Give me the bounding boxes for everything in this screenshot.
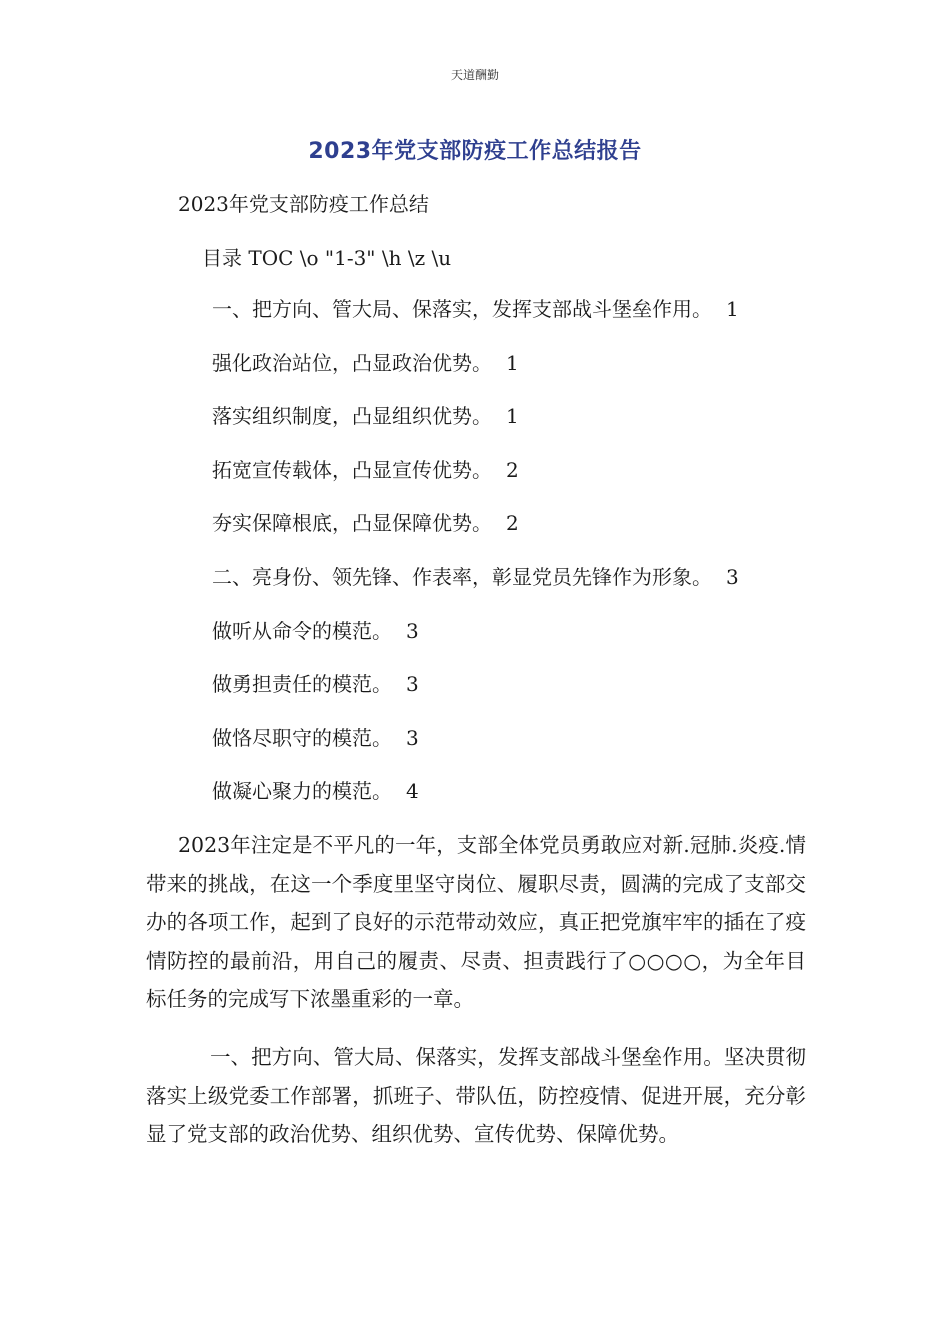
toc-entry-label: 做听从命令的模范。 xyxy=(212,618,392,643)
toc-entry-label: 落实组织制度，凸显组织优势。 xyxy=(212,404,492,429)
toc-entry-page: 3 xyxy=(406,725,419,750)
toc-entry-page: 1 xyxy=(506,350,519,375)
toc-entry[interactable] xyxy=(212,564,739,618)
toc-entry-page: 2 xyxy=(506,511,519,536)
document-title: 2023年党支部防疫工作总结报告 xyxy=(308,139,642,164)
toc-entry[interactable] xyxy=(212,403,739,457)
toc-entry-page: 3 xyxy=(726,564,739,589)
toc-entry[interactable] xyxy=(212,671,739,725)
toc-entry-page: 4 xyxy=(406,779,419,804)
toc-entry-page: 3 xyxy=(406,672,419,697)
toc-entry-label: 做恪尽职守的模范。 xyxy=(212,725,392,750)
toc-entry[interactable] xyxy=(212,457,739,511)
toc-entry[interactable] xyxy=(212,725,739,779)
toc-entry-page: 3 xyxy=(406,618,419,643)
table-of-contents xyxy=(212,296,739,832)
page-header: 天道酬勤 xyxy=(450,68,499,82)
toc-entry-page: 1 xyxy=(726,297,739,321)
toc-entry-label: 做勇担责任的模范。 xyxy=(212,672,392,697)
toc-entry-page: 2 xyxy=(506,457,519,482)
toc-entry[interactable] xyxy=(212,510,739,564)
body-paragraph-section-one: 一、把方向、管大局、保落实，发挥支部战斗堡垒作用。坚决贯彻落实上级党委工作部署，抓班子、带队伍，防控疫情、促进开展，充分彰显了党支部的政治优势、组织优势、宣传优势、保障优势。 xyxy=(146,1045,806,1146)
body-paragraph-intro: 2023年注定是不平凡的一年，支部全体党员勇敢应对新.冠肺.炎疫.情带来的挑战，在这一个季度里坚守岗位、履职尽责，圆满的完成了支部交办的各项工作，起到了良好的示范带动效应，真正把党旗牢牢的插在了疫情防控的最前沿，用自己的履责、尽责、担责践行了○○○○，为全年目标任务的完成写下浓墨重彩的一章。 xyxy=(146,833,806,1011)
toc-entry-label: 做凝心聚力的模范。 xyxy=(212,779,392,804)
toc-entry-label: 二、亮身份、领先锋、作表率，彰显党员先锋作为形象。 xyxy=(212,564,712,589)
toc-entry[interactable] xyxy=(212,618,739,672)
toc-entry[interactable] xyxy=(212,350,739,404)
toc-entry-label: 夯实保障根底，凸显保障优势。 xyxy=(212,511,492,536)
toc-entry[interactable] xyxy=(212,296,739,350)
toc-entry-page: 1 xyxy=(506,404,519,429)
toc-entry-label: 强化政治站位，凸显政治优势。 xyxy=(212,350,492,375)
toc-entry-label: 一、把方向、管大局、保落实，发挥支部战斗堡垒作用。 xyxy=(212,297,712,321)
toc-heading: 目录 TOC \o "1-3" \h \z \u xyxy=(202,246,452,270)
document-subtitle: 2023年党支部防疫工作总结 xyxy=(178,192,429,216)
toc-entry[interactable] xyxy=(212,778,739,832)
toc-entry-label: 拓宽宣传载体，凸显宣传优势。 xyxy=(212,457,492,482)
